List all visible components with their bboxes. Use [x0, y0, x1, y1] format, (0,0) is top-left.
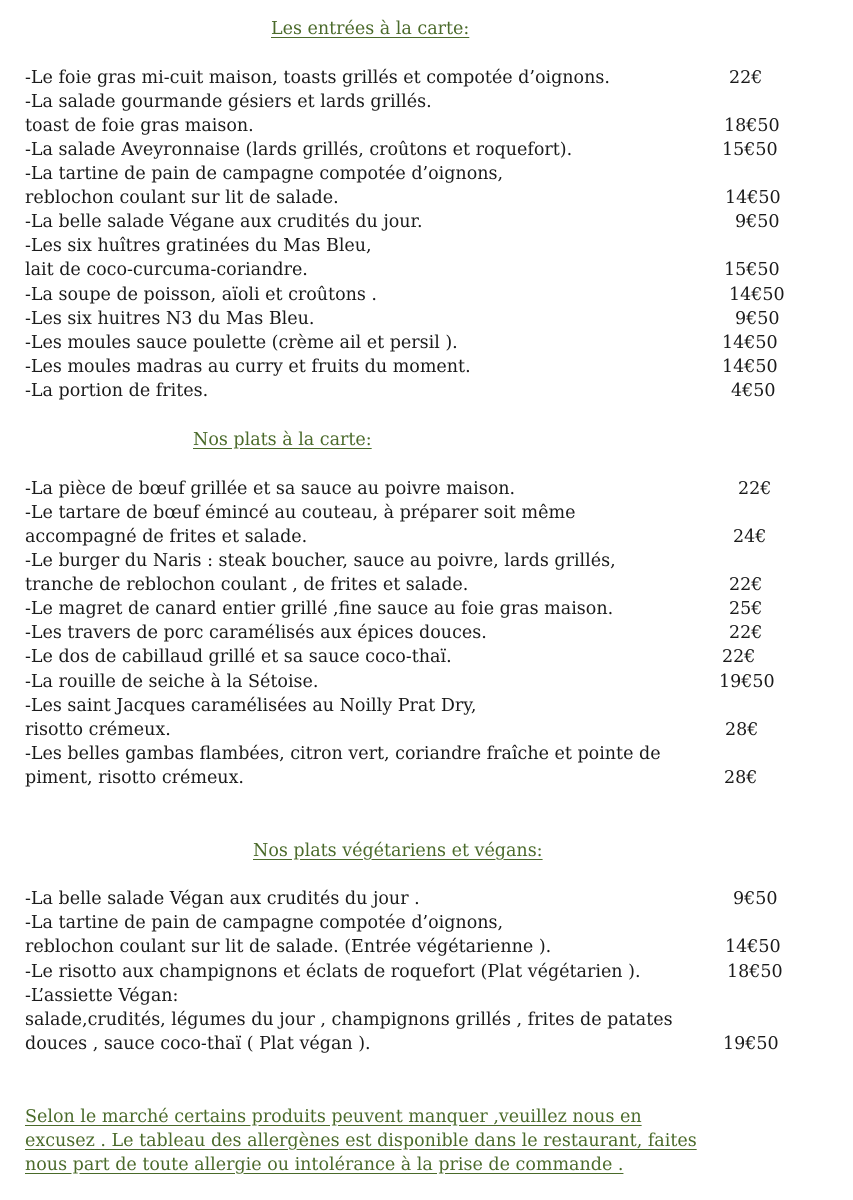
menu-line: -Les moules sauce poulette (crème ail et persil ).	[25, 333, 458, 353]
menu-line: -Les belles gambas flambées, citron vert, coriandre fraîche et pointe de	[25, 744, 661, 764]
menu-line: -Les saint Jacques caramélisées au Noilly Prat Dry,	[25, 696, 477, 716]
menu-price: 9€50	[735, 309, 780, 329]
menu-price: 22€	[729, 68, 763, 88]
menu-line: -La soupe de poisson, aïoli et croûtons .	[25, 285, 377, 305]
menu-price: 18€50	[724, 116, 780, 136]
menu-price: 18€50	[727, 962, 783, 982]
menu-line: -Le risotto aux champignons et éclats de roquefort (Plat végétarien ).	[25, 962, 641, 982]
menu-line: accompagné de frites et salade.	[25, 527, 308, 547]
menu-line: lait de coco-curcuma-coriandre.	[25, 260, 308, 280]
vege-title: Nos plats végétariens et végans:	[253, 841, 543, 861]
menu-line: reblochon coulant sur lit de salade. (Entrée végétarienne ).	[25, 937, 552, 957]
menu-price: 19€50	[723, 1034, 779, 1054]
menu-line: -La tartine de pain de campagne compotée d’oignons,	[25, 913, 504, 933]
menu-price: 25€	[729, 599, 763, 619]
menu-line: -L’assiette Végan:	[25, 986, 179, 1006]
menu-price: 22€	[729, 575, 763, 595]
menu-line: -Le foie gras mi-cuit maison, toasts grillés et compotée d’oignons.	[25, 68, 610, 88]
menu-line: -La belle salade Végane aux crudités du jour.	[25, 212, 423, 232]
menu-line: -Les moules madras au curry et fruits du moment.	[25, 357, 471, 377]
menu-line: tranche de reblochon coulant , de frites et salade.	[25, 575, 469, 595]
menu-line: toast de foie gras maison.	[25, 116, 254, 136]
menu-price: 28€	[724, 768, 758, 788]
menu-price: 9€50	[733, 889, 778, 909]
allergen-note	[25, 1105, 815, 1177]
menu-line: -Le magret de canard entier grillé ,fine sauce au foie gras maison.	[25, 599, 614, 619]
menu-price: 14€50	[725, 188, 781, 208]
menu-line: -La portion de frites.	[25, 381, 209, 401]
menu-line: piment, risotto crémeux.	[25, 768, 244, 788]
menu-line: -Le burger du Naris : steak boucher, sauce au poivre, lards grillés,	[25, 551, 616, 571]
menu-price: 14€50	[722, 357, 778, 377]
menu-line: -La salade gourmande gésiers et lards grillés.	[25, 92, 432, 112]
menu-line: -Le tartare de bœuf émincé au couteau, à préparer soit même	[25, 503, 576, 523]
menu-line: -Le dos de cabillaud grillé et sa sauce coco-thaï.	[25, 647, 452, 667]
menu-price: 22€	[729, 623, 763, 643]
menu-price: 15€50	[722, 140, 778, 160]
entrees-title: Les entrées à la carte:	[271, 19, 470, 39]
note-line: excusez . Le tableau des allergènes est disponible dans le restaurant, faites	[25, 1131, 697, 1151]
note-line: Selon le marché certains produits peuvent manquer ,veuillez nous en	[25, 1107, 642, 1127]
menu-line: -La belle salade Végan aux crudités du jour .	[25, 889, 420, 909]
menu-price: 22€	[722, 647, 756, 667]
menu-line: -La tartine de pain de campagne compotée d’oignons,	[25, 164, 504, 184]
menu-price: 14€50	[722, 333, 778, 353]
menu-price: 14€50	[725, 937, 781, 957]
menu-line: -Les six huîtres gratinées du Mas Bleu,	[25, 236, 372, 256]
menu-line: -La pièce de bœuf grillée et sa sauce au poivre maison.	[25, 479, 516, 499]
menu-line: risotto crémeux.	[25, 720, 171, 740]
menu-line: -Les travers de porc caramélisés aux épices douces.	[25, 623, 487, 643]
menu-price: 19€50	[719, 672, 775, 692]
menu-line: -Les six huitres N3 du Mas Bleu.	[25, 309, 315, 329]
plats-title: Nos plats à la carte:	[193, 430, 372, 450]
menu-price: 14€50	[729, 285, 785, 305]
note-line: nous part de toute allergie ou intolérance à la prise de commande .	[25, 1155, 624, 1175]
menu-line: -La salade Aveyronnaise (lards grillés, croûtons et roquefort).	[25, 140, 573, 160]
menu-price: 24€	[733, 527, 767, 547]
menu-line: douces , sauce coco-thaï ( Plat végan ).	[25, 1034, 371, 1054]
menu-price: 22€	[738, 479, 772, 499]
menu-price: 15€50	[724, 260, 780, 280]
menu-line: -La rouille de seiche à la Sétoise.	[25, 672, 319, 692]
menu-price: 9€50	[735, 212, 780, 232]
menu-price: 4€50	[731, 381, 776, 401]
menu-line: reblochon coulant sur lit de salade.	[25, 188, 339, 208]
menu-price: 28€	[725, 720, 759, 740]
menu-line: salade,crudités, légumes du jour , champignons grillés , frites de patates	[25, 1010, 673, 1030]
